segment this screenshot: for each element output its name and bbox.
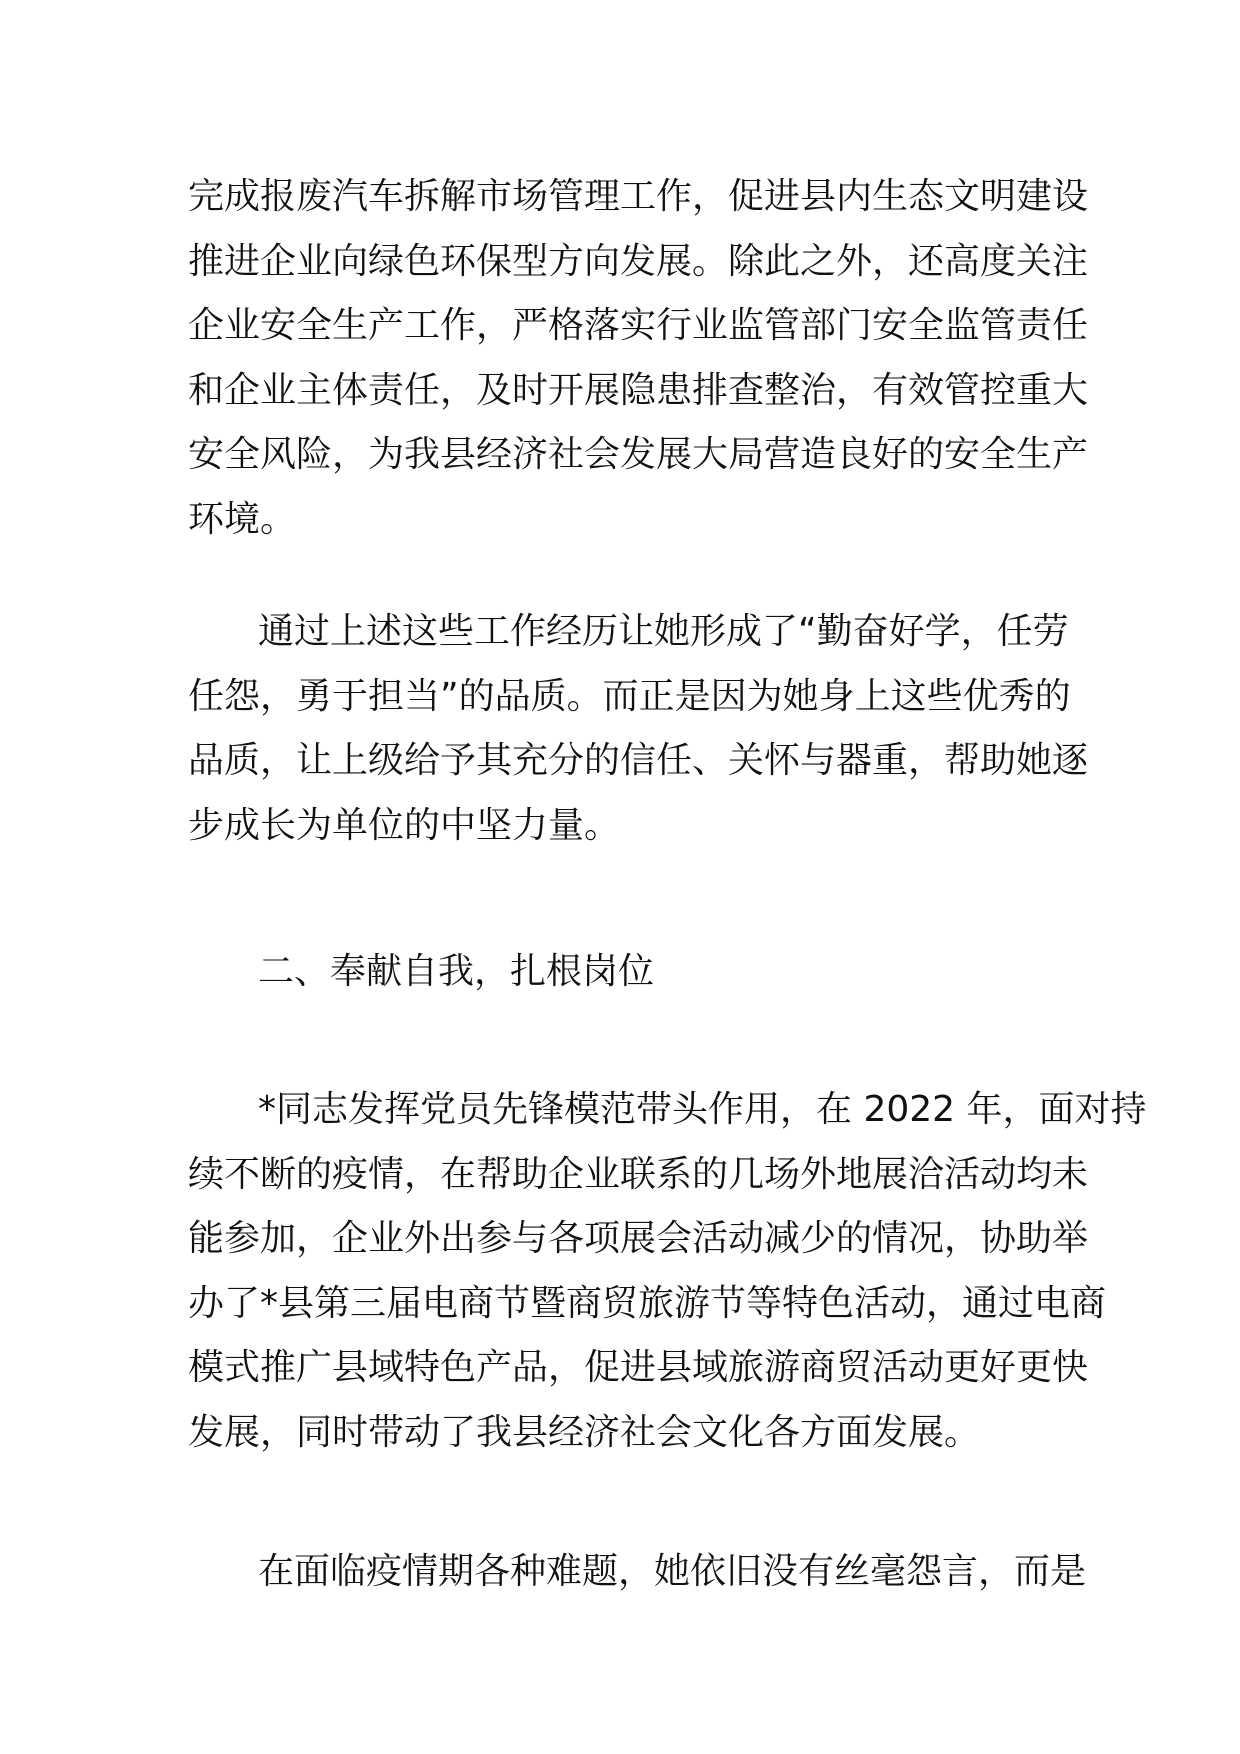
paragraph-1 [188,165,1089,552]
paragraph-line: 续不断的疫情，在帮助企业联系的几场外地展洽活动均未 [188,1153,1089,1195]
paragraph-line: 能参加，企业外出参与各项展会活动减少的情况，协助举 [188,1218,1089,1259]
paragraph-line: 通过上述这些工作经历让她形成了“勤奋好学，任劳 [258,611,1069,652]
paragraph-line: 在面临疫情期各种难题，她依旧没有丝毫怨言，而是 [258,1551,1087,1592]
heading-line: 二、奉献自我，扎根岗位 [258,951,655,992]
paragraph-4 [188,1540,1087,1605]
paragraph-line: 步成长为单位的中坚力量。 [188,804,621,846]
paragraph-line: *同志发挥党员先锋模范带头作用，在 2022 年，面对持 [258,1089,1147,1130]
paragraph-line: 任怨，勇于担当”的品质。而正是因为她身上这些优秀的 [188,675,1071,717]
paragraph-2 [188,600,1089,858]
section-heading [188,940,1058,1005]
paragraph-line: 办了*县第三届电商节暨商贸旅游节等特色活动，通过电商 [188,1282,1107,1324]
paragraph-line: 发展，同时带动了我县经济社会文化各方面发展。 [188,1411,981,1453]
paragraph-line: 安全风险，为我县经济社会发展大局营造良好的安全生产 [188,434,1089,475]
paragraph-line: 品质，让上级给予其充分的信任、关怀与器重，帮助她逐 [188,740,1089,781]
paragraph-line: 模式推广县域特色产品，促进县域旅游商贸活动更好更快 [188,1347,1089,1388]
paragraph-line: 企业安全生产工作，严格落实行业监管部门安全监管责任 [188,305,1089,346]
paragraph-line: 环境。 [188,498,297,540]
paragraph-line: 完成报废汽车拆解市场管理工作，促进县内生态文明建设 [188,176,1089,217]
paragraph-line: 和企业主体责任，及时开展隐患排查整治，有效管控重大 [188,369,1089,411]
paragraph-line: 推进企业向绿色环保型方向发展。除此之外，还高度关注 [188,240,1089,282]
paragraph-3 [188,1078,1147,1465]
